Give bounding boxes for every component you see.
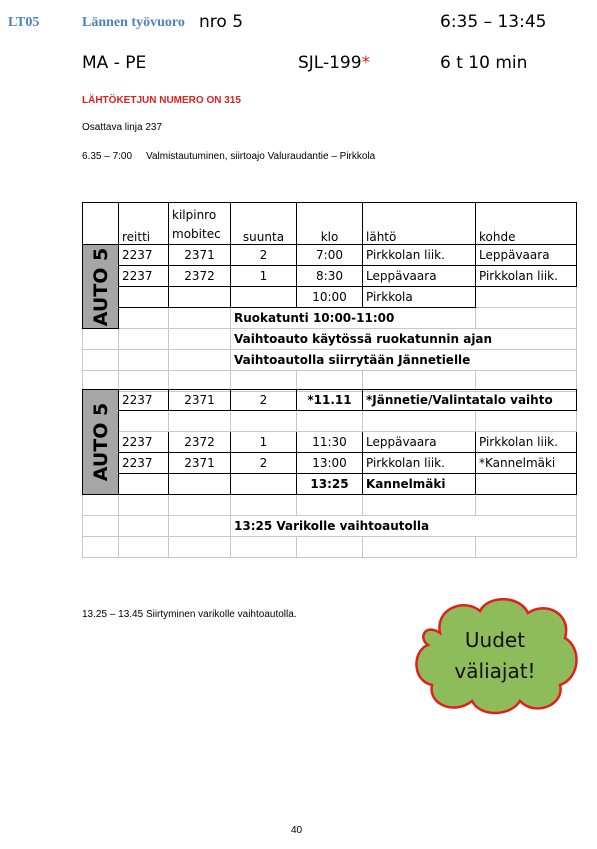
note-lunch: Ruokatunti 10:00-11:00 [231,308,476,329]
cell-klo: 11:30 [297,432,363,453]
chain-notice: LÄHTÖKETJUN NUMERO ON 315 [82,95,241,106]
table-row [83,308,577,329]
depot-move-text: 13.25 – 13.45 Siirtyminen varikolle vaihtoautolla. [82,609,297,620]
vehicle-id [298,53,370,73]
table-row [83,432,577,453]
auto-label: AUTO 5 [89,402,112,482]
cell-lahto: *Jännetie/Valintatalo vaihto [363,390,577,411]
cell-klo: 8:30 [297,266,363,287]
cell-reitti: 2237 [119,432,169,453]
cell-klo: 13:00 [297,453,363,474]
line-info: Osattava linja 237 [82,122,163,133]
preparation-row [82,151,375,162]
shift-number: nro 5 [199,12,244,32]
table-row [83,537,577,558]
preparation-text: Valmistautuminen, siirtoajo Valuraudantie – Pirkkola [146,151,376,162]
cell-kilpinro: 2372 [169,432,231,453]
cell-suunta: 2 [231,453,297,474]
cell-reitti: 2237 [119,453,169,474]
cell-lahto: Leppävaara [363,266,476,287]
note-depot: 13:25 Varikolle vaihtoautolla [231,516,577,537]
cell-lahto: Pirkkola [363,287,476,308]
table-row [83,516,577,537]
vehicle-id-text: SJL-199 [298,53,362,73]
table-row [83,390,577,411]
table-row [83,453,577,474]
header-kilpinro-label: kilpinro [172,208,217,222]
cell-kilpinro: 2371 [169,390,231,411]
cloud-line-1: Uudet [464,628,526,652]
cell-reitti [119,287,169,308]
cell-suunta: 1 [231,266,297,287]
cell-kilpinro: 2371 [169,245,231,266]
cell-kilpinro [169,474,231,495]
schedule-table-1 [82,202,577,392]
note-transfer: Vaihtoautolla siirrytään Jännetielle [231,350,577,371]
cell-klo: *11.11 [297,390,363,411]
header-blank [83,203,119,245]
cell-kohde: Pirkkolan liik. [476,266,577,287]
cell-kohde: Leppävaara [476,245,577,266]
table-row [83,350,577,371]
cell-klo: 13:25 [297,474,363,495]
auto-label-cell [83,245,119,329]
auto-label-cell [83,390,119,495]
cell-kohde [476,287,577,308]
cell-kilpinro: 2371 [169,453,231,474]
cell-kohde: *Kannelmäki [476,453,577,474]
cell-suunta: 2 [231,245,297,266]
cell-kohde [476,474,577,495]
shift-code: LT05 [8,15,40,30]
cell-reitti [119,474,169,495]
shift-time-range: 6:35 – 13:45 [440,12,547,32]
auto-label: AUTO 5 [89,247,112,326]
cell-suunta [231,474,297,495]
organization-name: Lännen työvuoro [82,15,185,30]
cell-kilpinro: 2372 [169,266,231,287]
preparation-time: 6.35 – 7:00 [82,151,133,162]
cloud-line-2: väliajat! [454,659,536,683]
table-row [83,287,577,308]
cell-lahto: Pirkkolan liik. [363,245,476,266]
cell-klo: 10:00 [297,287,363,308]
cell-lahto: Pirkkolan liik. [363,453,476,474]
table-row [83,329,577,350]
cell-suunta [231,287,297,308]
cell-lahto: Leppävaara [363,432,476,453]
cloud-text [410,625,580,687]
cell-reitti: 2237 [119,266,169,287]
header-lahto: lähtö [363,203,476,245]
page-number: 40 [291,825,303,836]
cell-reitti: 2237 [119,245,169,266]
cell-suunta: 2 [231,390,297,411]
table-row [83,495,577,516]
cell-lahto: Kannelmäki [363,474,476,495]
cell-reitti: 2237 [119,390,169,411]
header-klo: klo [297,203,363,245]
header-suunta: suunta [231,203,297,245]
shift-duration: 6 t 10 min [440,53,528,73]
cell-kilpinro [169,287,231,308]
table-row [83,266,577,287]
header-mobitec-label: mobitec [172,227,221,241]
table-row [83,474,577,495]
vehicle-asterisk: * [361,53,371,73]
cell-suunta: 1 [231,432,297,453]
header-kilpinro [169,203,231,245]
schedule-table-2 [82,389,577,558]
table-row [83,245,577,266]
table-row [83,411,577,432]
note-replacement: Vaihtoauto käytössä ruokatunnin ajan [231,329,577,350]
header-reitti: reitti [119,203,169,245]
cell-klo: 7:00 [297,245,363,266]
header-kohde: kohde [476,203,577,245]
shift-days: MA - PE [82,53,147,73]
cell-kohde: Pirkkolan liik. [476,432,577,453]
